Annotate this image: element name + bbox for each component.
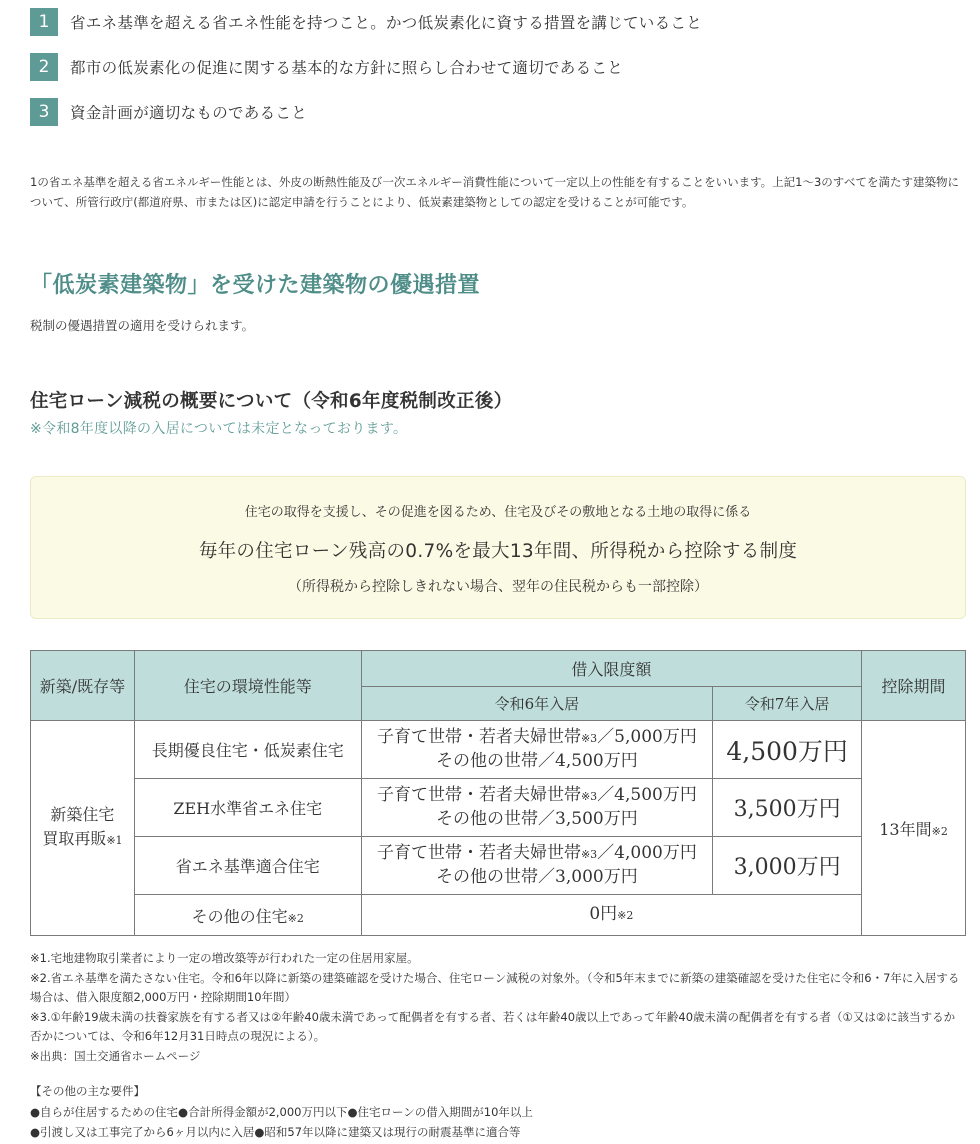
other-housing-mark: ※2	[287, 911, 304, 925]
footnotes	[30, 949, 965, 1066]
r6-family-label: 子育て世帯・若者夫婦世帯	[376, 843, 581, 863]
other-housing-value-cell	[361, 895, 861, 936]
performance-cell: ZEH水準省エネ住宅	[134, 779, 361, 837]
r7-cell: 4,500万円	[713, 721, 862, 779]
table-row	[31, 779, 966, 837]
period-cell	[862, 721, 966, 936]
requirement-number: 1	[30, 8, 58, 36]
performance-cell	[134, 895, 361, 936]
table-row	[31, 895, 966, 936]
section-heading: 「低炭素建築物」を受けた建築物の優遇措置	[30, 273, 481, 298]
other-housing-label: その他の住宅	[191, 906, 288, 926]
requirements-list	[30, 8, 960, 143]
r6-family-amount: ／5,000万円	[597, 727, 697, 747]
requirement-item-1	[30, 8, 960, 36]
loan-limit-table	[30, 650, 966, 936]
other-requirements-line-1: ●自らが住居するための住宅●合計所得金額が2,000万円以下●住宅ローンの借入期間が10年以上	[30, 1105, 533, 1119]
highlight-box	[30, 476, 966, 619]
requirement-number: 2	[30, 53, 58, 81]
period-value: 13年間	[879, 819, 932, 839]
other-requirements-heading: 【その他の主な要件】	[30, 1084, 145, 1098]
header-period: 控除期間	[862, 651, 966, 721]
other-housing-value: 0円	[589, 904, 618, 924]
header-performance: 住宅の環境性能等	[134, 651, 361, 721]
r6-mark: ※3	[580, 790, 598, 803]
other-housing-value-mark: ※2	[617, 909, 634, 922]
table-row	[31, 837, 966, 895]
category-cell	[31, 721, 135, 936]
header-limit: 借入限度額	[361, 651, 861, 687]
header-category: 新築/既存等	[31, 651, 135, 721]
section-subtext: 税制の優遇措置の適用を受けられます。	[30, 318, 255, 333]
period-mark: ※2	[931, 824, 948, 838]
r6-mark: ※3	[580, 732, 598, 745]
highlight-line-2: 毎年の住宅ローン残高の0.7%を最大13年間、所得税から控除する制度	[198, 541, 798, 562]
requirements-explanation: 1の省エネ基準を超える省エネルギー性能とは、外皮の断熱性能及び一次エネルギー消費性能について一定以上の性能を有することをいいます。上記1～3のすべてを満たす建築物について、所管行政庁(都道府県、市または区)に認定申請を行うことにより、低炭素建築物としての認定を受けることが可能です。	[30, 175, 960, 209]
footnote-3: ※3.①年齢19歳未満の扶養家族を有する者又は②年齢40歳未満であって配偶者を有する者、若くは年齢40歳以上であって年齢40歳未満の配偶者を有する者（①又は②に該当するか否かについては、令和6年12月31日時点の現況による）。	[30, 1009, 956, 1043]
r6-mark: ※3	[580, 848, 598, 861]
highlight-line-1: 住宅の取得を支援し、その促進を図るため、住宅及びその敷地となる土地の取得に係る	[244, 505, 752, 520]
footnote-1: ※1.宅地建物取引業者により一定の増改築等が行われた一定の住居用家屋。	[30, 951, 419, 965]
category-line-1: 新築住宅	[50, 805, 115, 824]
performance-cell: 長期優良住宅・低炭素住宅	[134, 721, 361, 779]
r6-cell	[361, 779, 713, 837]
requirement-text: 資金計画が適切なものであること	[70, 104, 308, 122]
r6-cell	[361, 837, 713, 895]
r7-cell: 3,000万円	[713, 837, 862, 895]
r6-other-amount: その他の世帯／3,000万円	[436, 867, 638, 887]
r6-family-label: 子育て世帯・若者夫婦世帯	[376, 785, 581, 805]
r6-family-amount: ／4,500万円	[597, 785, 697, 805]
r6-cell	[361, 721, 713, 779]
highlight-line-3: （所得税から控除しきれない場合、翌年の住民税からも一部控除）	[288, 579, 708, 595]
footnote-2: ※2.省エネ基準を満たさない住宅。令和6年以降に新築の建築確認を受けた場合、住宅ローン減税の対象外。（令和5年末までに新築の建築確認を受けた住宅に令和6・7年に入居する場合は、借入限度額2,000万円・控除期間10年間）	[30, 970, 960, 1004]
table-row	[31, 721, 966, 779]
header-r6: 令和6年入居	[361, 687, 713, 721]
header-r7: 令和7年入居	[713, 687, 862, 721]
r6-other-amount: その他の世帯／4,500万円	[436, 751, 638, 771]
requirement-text: 省エネ基準を超える省エネ性能を持つこと。かつ低炭素化に資する措置を講じていること	[70, 14, 703, 32]
r7-cell: 3,500万円	[713, 779, 862, 837]
category-line-2: 買取再販	[42, 829, 107, 848]
performance-cell: 省エネ基準適合住宅	[134, 837, 361, 895]
other-requirements-line-2: ●引渡し又は工事完了から6ヶ月以内に入居●昭和57年以降に建築又は現行の耐震基準に適合等	[30, 1124, 521, 1139]
requirement-text: 都市の低炭素化の促進に関する基本的な方針に照らし合わせて適切であること	[70, 59, 624, 77]
loan-title: 住宅ローン減税の概要について（令和6年度税制改正後）	[30, 391, 513, 412]
requirement-item-2	[30, 53, 960, 81]
r6-family-label: 子育て世帯・若者夫婦世帯	[376, 727, 581, 747]
r6-other-amount: その他の世帯／3,500万円	[436, 809, 638, 829]
requirement-item-3	[30, 98, 960, 126]
loan-note: ※令和8年度以降の入居については未定となっております。	[30, 421, 408, 437]
footnote-source: ※出典：国土交通省ホームページ	[30, 1048, 201, 1063]
other-requirements	[30, 1103, 533, 1142]
category-mark: ※1	[106, 834, 123, 847]
r6-family-amount: ／4,000万円	[597, 843, 697, 863]
requirement-number: 3	[30, 98, 58, 126]
